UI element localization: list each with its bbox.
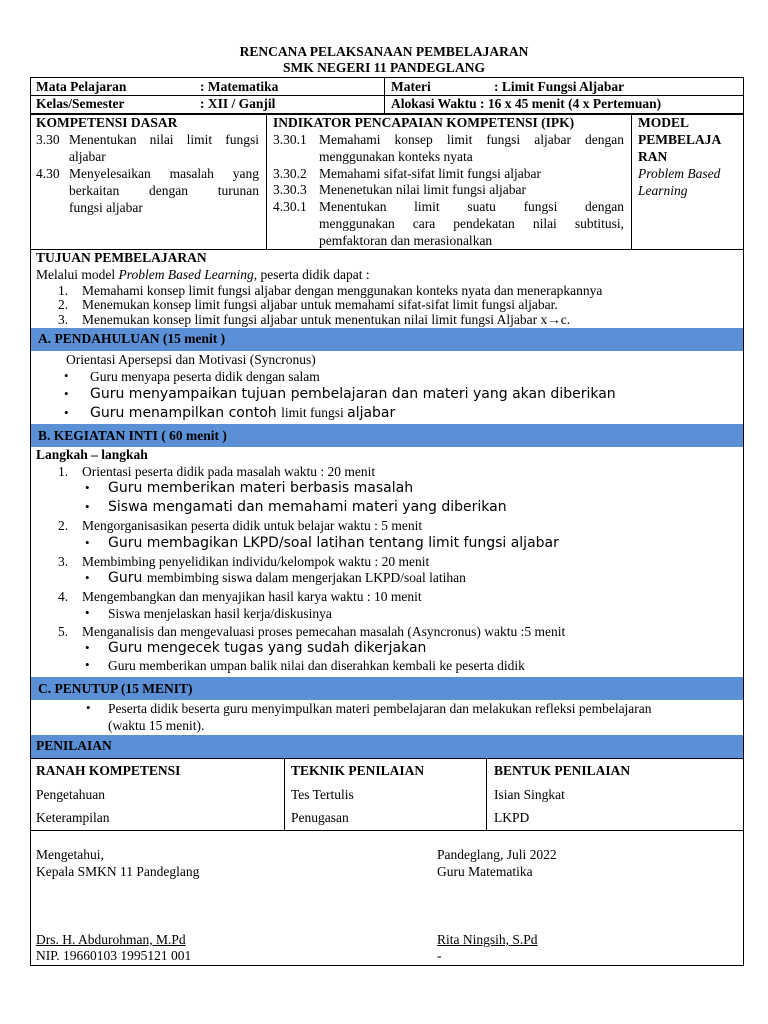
sign-right-2: Guru Matematika <box>437 864 533 879</box>
sign-right-name: Rita Ningsih, S.Pd <box>437 932 538 947</box>
inti-step-4: Mengembangkan dan menyajikan hasil karya waktu : 10 menit <box>82 589 422 604</box>
kd-text-1b: aljabar <box>69 149 106 164</box>
tujuan-no-1: 1. <box>58 283 69 298</box>
model-heading-1: MODEL <box>638 115 690 130</box>
bullet-icon: • <box>86 700 91 715</box>
tujuan-no-3: 3. <box>58 312 69 327</box>
col-teknik: TEKNIK PENILAIAN <box>291 763 425 778</box>
pendahuluan-b2: Guru menyampaikan tujuan pembelajaran dan materi yang akan diberikan <box>90 386 616 402</box>
bullet-icon: • <box>85 657 90 672</box>
sign-right-nip: - <box>437 948 442 963</box>
ipk-no-3: 3.30.3 <box>273 182 307 197</box>
inti-heading: B. KEGIATAN INTI ( 60 menit ) <box>38 428 227 443</box>
inti-no-1: 1. <box>58 464 69 479</box>
inti-s2-b1: Guru membagikan LKPD/soal latihan tentang limit fungsi aljabar <box>108 535 559 551</box>
ipk-no-2: 3.30.2 <box>273 166 307 181</box>
inti-no-5: 5. <box>58 624 69 639</box>
inti-s1-b2: Siswa mengamati dan memahami materi yang diberikan <box>108 499 507 515</box>
inti-s5-b2: Guru memberikan umpan balik nilai dan diserahkan kembali ke peserta didik <box>108 658 525 673</box>
inti-no-4: 4. <box>58 589 69 604</box>
document-title: RENCANA PELAKSANAAN PEMBELAJARAN <box>239 44 529 59</box>
table-cell: Isian Singkat <box>494 787 565 802</box>
table-cell: Penugasan <box>291 810 349 825</box>
penilaian-bar <box>31 735 743 758</box>
bullet-icon: • <box>85 499 90 514</box>
kd-no-2: 4.30 <box>36 166 60 181</box>
bullet-icon: • <box>85 640 90 655</box>
sign-left-nip: NIP. 19660103 1995121 001 <box>36 948 192 963</box>
pendahuluan-b1: Guru menyapa peserta didik dengan salam <box>90 369 320 384</box>
kd-no-1: 3.30 <box>36 132 60 147</box>
pendahuluan-sub: Orientasi Apersepsi dan Motivasi (Syncronus) <box>66 352 316 367</box>
pendahuluan-b3: Guru menampilkan contoh limit fungsi aljabar <box>90 405 396 421</box>
table-cell: Keterampilan <box>36 810 110 825</box>
bullet-icon: • <box>64 405 69 420</box>
alokasi-waktu: Alokasi Waktu : 16 x 45 menit (4 x Pertemuan) <box>391 96 662 111</box>
inti-s5-b1: Guru mengecek tugas yang sudah dikerjakan <box>108 640 427 656</box>
sign-right-1: Pandeglang, Juli 2022 <box>437 847 557 862</box>
ipk-no-4: 4.30.1 <box>273 199 307 214</box>
bullet-icon: • <box>85 480 90 495</box>
model-value-2: Learning <box>638 183 688 198</box>
tujuan-no-2: 2. <box>58 297 69 312</box>
kd-text-2a: Menyelesaikan masalah yang <box>69 166 259 181</box>
mapel-value: : Matematika <box>200 79 279 94</box>
col-bentuk: BENTUK PENILAIAN <box>494 763 631 778</box>
penilaian-heading: PENILAIAN <box>36 738 112 753</box>
ipk-text-1b: menggunakan konteks nyata <box>319 149 473 164</box>
tujuan-item-2: Menemukan konsep limit fungsi aljabar untuk memahami sifat-sifat limit fungsi aljabar. <box>82 297 558 312</box>
ipk-text-4b: menggunakan cara pendekatan nilai subtitusi, <box>319 216 624 231</box>
sign-left-1: Mengetahui, <box>36 847 104 862</box>
inti-step-2: Mengorganisasikan peserta didik untuk belajar waktu : 5 menit <box>82 518 423 533</box>
penutup-b1: Peserta didik beserta guru menyimpulkan materi pembelajaran dan melakukan refleksi pembelajaran <box>108 701 652 716</box>
mapel-label: Mata Pelajaran <box>36 79 127 94</box>
col-ranah: RANAH KOMPETENSI <box>36 763 181 778</box>
inti-s3-b1: Guru membimbing siswa dalam mengerjakan LKPD/soal latihan <box>108 570 466 586</box>
ipk-text-4a: Menentukan limit suatu fungsi dengan <box>319 199 624 214</box>
penutup-b1-cont: (waktu 15 menit). <box>108 718 205 733</box>
tujuan-item-3: Menemukan konsep limit fungsi aljabar untuk menentukan nilai limit fungsi Aljabar x→c. <box>82 312 571 327</box>
table-cell: Pengetahuan <box>36 787 105 802</box>
inti-step-3: Membimbing penyelidikan individu/kelompok waktu : 20 menit <box>82 554 430 569</box>
materi-value: : Limit Fungsi Aljabar <box>494 79 625 94</box>
ipk-text-4c: pemfaktoran dan merasionalkan <box>319 233 493 248</box>
ipk-text-2: Memahami sifat-sifat limit fungsi aljabar <box>319 166 541 181</box>
inti-s1-b1: Guru memberikan materi berbasis masalah <box>108 480 414 496</box>
model-heading-3: RAN <box>638 149 668 164</box>
sign-left-2: Kepala SMKN 11 Pandeglang <box>36 864 200 879</box>
pendahuluan-heading: A. PENDAHULUAN (15 menit ) <box>38 331 226 346</box>
kd-heading: KOMPETENSI DASAR <box>36 115 178 130</box>
inti-step-1: Orientasi peserta didik pada masalah waktu : 20 menit <box>82 464 376 479</box>
inti-step-5: Menganalisis dan mengevaluasi proses pemecahan masalah (Asyncronus) waktu :5 menit <box>82 624 566 639</box>
model-heading-2: PEMBELAJA <box>638 132 722 147</box>
bullet-icon: • <box>85 605 90 620</box>
tujuan-item-1: Memahami konsep limit fungsi aljabar dengan menggunakan konteks nyata dan menerapkannya <box>82 283 603 298</box>
bullet-icon: • <box>85 570 90 585</box>
bullet-icon: • <box>85 535 90 550</box>
table-cell: Tes Tertulis <box>291 787 354 802</box>
inti-no-2: 2. <box>58 518 69 533</box>
langkah-heading: Langkah – langkah <box>36 447 148 462</box>
bullet-icon: • <box>64 368 69 383</box>
tujuan-heading: TUJUAN PEMBELAJARAN <box>36 250 207 265</box>
table-cell: LKPD <box>494 810 530 825</box>
bullet-icon: • <box>64 386 69 401</box>
ipk-text-3: Menenetukan nilai limit fungsi aljabar <box>319 182 526 197</box>
kd-text-2c: fungsi aljabar <box>69 200 143 215</box>
penutup-heading: C. PENUTUP (15 MENIT) <box>38 681 193 696</box>
tujuan-intro: Melalui model Problem Based Learning, peserta didik dapat : <box>36 267 370 282</box>
materi-label: Materi <box>391 79 431 94</box>
model-value-1: Problem Based <box>638 166 721 181</box>
school-name: SMK NEGERI 11 PANDEGLANG <box>283 60 485 75</box>
sign-left-name: Drs. H. Abdurohman, M.Pd <box>36 932 186 947</box>
kd-text-2b: berkaitan dengan turunan <box>69 183 259 198</box>
inti-s4-b1: Siswa menjelaskan hasil kerja/diskusinya <box>108 606 332 621</box>
kd-text-1a: Menentukan nilai limit fungsi <box>69 132 259 147</box>
ipk-heading: INDIKATOR PENCAPAIAN KOMPETENSI (IPK) <box>273 115 575 130</box>
ipk-no-1: 3.30.1 <box>273 132 307 147</box>
kelas-label: Kelas/Semester <box>36 96 125 111</box>
ipk-text-1a: Memahami konsep limit fungsi aljabar dengan <box>319 132 624 147</box>
kelas-value: : XII / Ganjil <box>200 96 276 111</box>
inti-no-3: 3. <box>58 554 69 569</box>
